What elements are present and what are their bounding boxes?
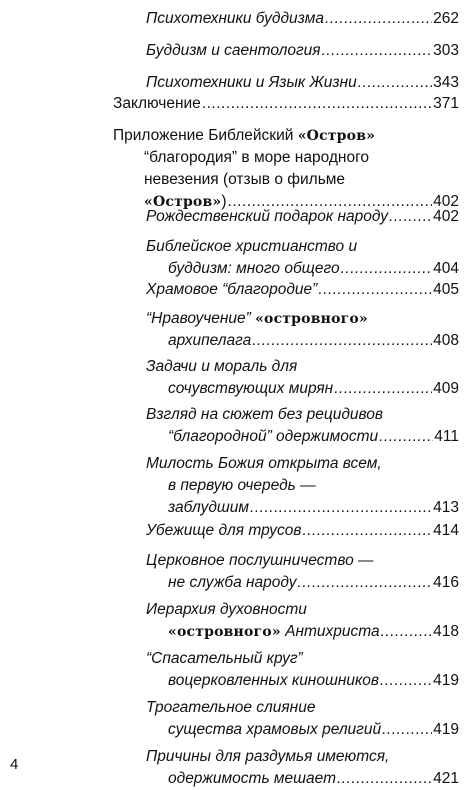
toc-page-number: 343 [433, 74, 459, 91]
dot-leader [382, 719, 432, 741]
toc-entry-title: «Остров») [144, 193, 227, 210]
toc-entry-title-line: в первую очередь — [168, 477, 316, 494]
toc-entry[interactable] [146, 697, 459, 741]
toc-entry-title: Психотехники буддизма [146, 10, 324, 27]
toc-entry[interactable] [146, 236, 459, 280]
toc-entry-title: не служба народу [168, 574, 297, 591]
dot-leader [334, 378, 432, 400]
toc-entry-title: Храмовое “благородие” [146, 281, 318, 298]
toc-entry-title: существа храмовых религий [168, 721, 382, 738]
toc-page-number: 413 [433, 499, 459, 516]
toc-entry-title-line: Иерархия духовности [146, 601, 307, 618]
toc-entry[interactable] [146, 520, 459, 542]
toc-page-number: 419 [433, 672, 459, 689]
toc-entry[interactable] [146, 40, 459, 62]
toc-entry-title-line: “Спасательный круг” [146, 650, 303, 667]
toc-entry-title: заблудшим [168, 499, 250, 516]
toc-page-number: 408 [433, 332, 459, 349]
dot-leader [389, 206, 432, 228]
dot-leader [379, 426, 433, 448]
toc-entry-title: Рождественский подарок народу [146, 208, 389, 225]
dot-leader [202, 93, 432, 115]
toc-page-number: 402 [433, 208, 459, 225]
toc-entry-title: буддизм: много общего [168, 260, 340, 277]
toc-entry-title-line: Взгляд на сюжет без рецидивов [146, 406, 383, 423]
toc-entry[interactable] [113, 125, 459, 213]
toc-entry-title: Буддизм и саентология [146, 42, 321, 59]
toc-entry[interactable] [146, 648, 459, 692]
toc-entry-title-line: Приложение Библейский «Остров» [113, 127, 376, 144]
dot-leader [252, 330, 432, 352]
dot-leader [250, 497, 432, 519]
dot-leader [381, 621, 433, 643]
toc-entry[interactable] [146, 550, 459, 594]
toc-entry-title: “благородной” одержимости [168, 428, 379, 445]
toc-entry-title-line: Причины для раздумья имеются, [146, 748, 390, 765]
toc-entry-title: Заключение [113, 95, 201, 112]
dot-leader [341, 258, 433, 280]
toc-entry-title-line: Задачи и мораль для [146, 358, 298, 375]
toc-entry[interactable] [146, 279, 459, 301]
dot-leader [337, 768, 432, 790]
toc-entry[interactable] [146, 404, 459, 448]
toc-entry-title-line: невезения (отзыв о фильме [144, 171, 346, 188]
toc-entry-title-line: Трогательное слияние [146, 699, 316, 716]
toc-page-number: 303 [433, 42, 459, 59]
dot-leader [298, 572, 433, 594]
toc-page-number: 262 [433, 10, 459, 27]
toc-entry[interactable] [146, 746, 459, 790]
dot-leader [380, 670, 432, 692]
toc-entry[interactable] [146, 308, 459, 352]
dot-leader [302, 520, 432, 542]
toc-page-number: 414 [433, 522, 459, 539]
toc-entry-title-line: “благородия” в море народного [144, 149, 370, 166]
toc-entry[interactable] [146, 356, 459, 400]
dot-leader [325, 8, 432, 30]
toc-entry-title: архипелага [168, 332, 252, 349]
toc-page-number: 416 [433, 574, 459, 591]
toc-entry[interactable] [113, 93, 459, 115]
toc-entry-title: Убежище для трусов [146, 522, 302, 539]
dot-leader [358, 72, 432, 94]
toc-entry-title-line: Церковное послушничество — [146, 552, 374, 569]
toc-page-number: 405 [433, 281, 459, 298]
toc-page-number: 371 [433, 95, 459, 112]
toc-entry-title-line: Милость Божия открыта всем, [146, 455, 382, 472]
toc-page-number: 409 [433, 380, 459, 397]
toc-page-number: 418 [433, 623, 459, 640]
page-number: 4 [10, 756, 19, 773]
toc-entry-title: «островного» Антихриста [168, 623, 380, 640]
toc-page-number: 421 [433, 770, 459, 787]
toc-page-number: 411 [434, 428, 459, 445]
toc-page-number: 402 [433, 193, 459, 210]
toc-entry[interactable] [146, 206, 459, 228]
toc-entry-title: воцерковленных киношников [168, 672, 380, 689]
toc-entry[interactable] [146, 72, 459, 94]
toc-entry[interactable] [146, 453, 459, 519]
toc-entry-title: одержимость мешает [168, 770, 336, 787]
dot-leader [322, 40, 433, 62]
toc-entry-title-line: “Нравоучение” «островного» [146, 310, 368, 327]
toc-page-number: 419 [433, 721, 459, 738]
toc-entry-title: Психотехники и Язык Жизни [146, 74, 357, 91]
toc-entry-title: сочувствующих мирян [168, 380, 334, 397]
toc-page-number: 404 [433, 260, 459, 277]
toc-entry[interactable] [146, 599, 459, 643]
toc-entry-title-line: Библейское христианство и [146, 238, 358, 255]
dot-leader [318, 279, 432, 301]
toc-entry[interactable] [146, 8, 459, 30]
